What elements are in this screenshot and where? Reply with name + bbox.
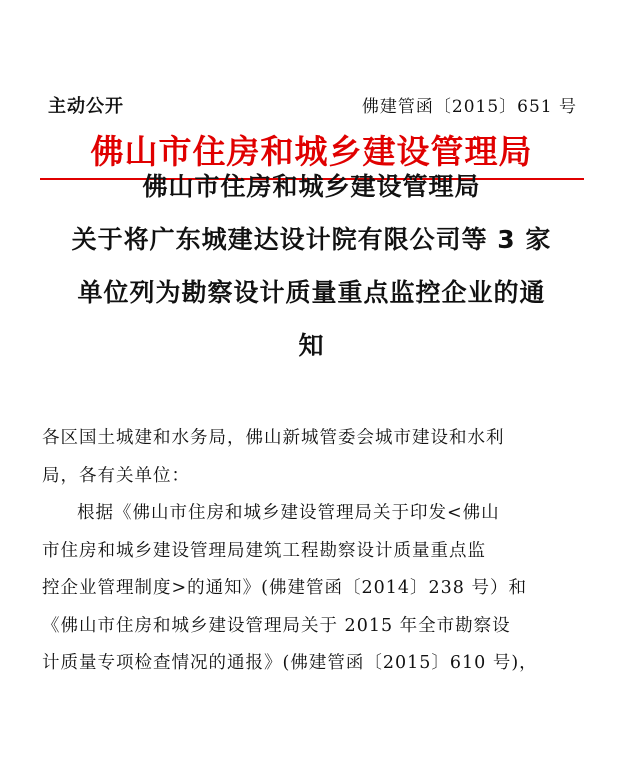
title-line-1: 佛山市住房和城乡建设管理局 [142,172,481,201]
document-number: 佛建管函〔2015〕651 号 [361,97,577,117]
title-line-4: 知 [298,331,325,360]
paragraph-line-3: 控企业管理制度>的通知》(佛建管函〔2014〕238 号）和 [42,578,527,598]
disclosure-label: 主动公开 [48,96,124,117]
document-title [0,160,623,372]
paragraph-line-1: 根据《佛山市住房和城乡建设管理局关于印发<佛山 [77,503,500,523]
paragraph-line-2: 市住房和城乡建设管理局建筑工程勘察设计质量重点监 [42,540,486,561]
recipients-line-1: 各区国土城建和水务局，佛山新城管委会城市建设和水利 [42,428,505,448]
title-line-2: 关于将广东城建达设计院有限公司等 3 家 [71,225,552,254]
red-letterhead: 佛山市住房和城乡建设管理局 [90,132,533,171]
recipients-line-2: 局，各有关单位： [42,465,190,486]
document-body [42,420,587,683]
title-line-3: 单位列为勘察设计质量重点监控企业的通 [77,278,546,307]
paragraph-line-4: 《佛山市住房和城乡建设管理局关于 2015 年全市勘察设 [42,615,511,636]
paragraph-line-5: 计质量专项检查情况的通报》(佛建管函〔2015〕610 号)， [42,653,538,673]
